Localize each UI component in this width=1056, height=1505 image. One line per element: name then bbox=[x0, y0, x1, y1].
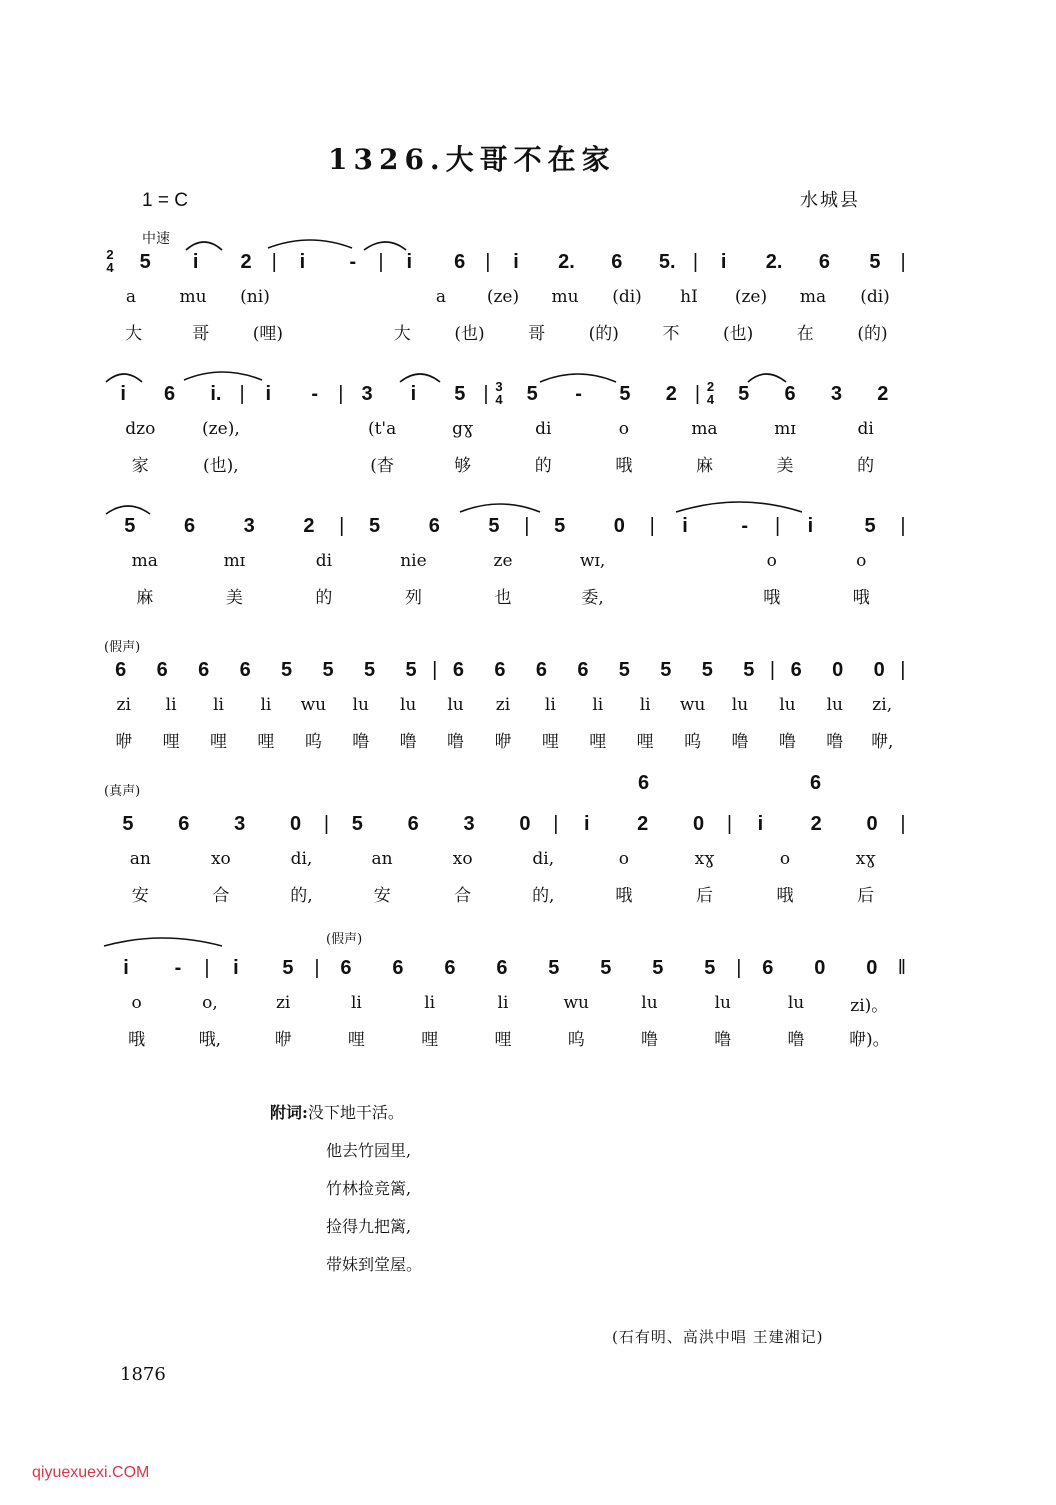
lyric-character: 的, bbox=[290, 885, 313, 906]
note: 0 bbox=[866, 957, 878, 979]
note: 6 bbox=[407, 813, 419, 835]
lyric-character: 后 bbox=[695, 885, 713, 906]
barline: | bbox=[239, 383, 245, 405]
lyric-syllable: zi bbox=[275, 993, 291, 1013]
note: 6 bbox=[428, 515, 440, 537]
lyric-character: 哦 bbox=[763, 587, 781, 608]
note: 6 bbox=[784, 383, 796, 405]
lyric-character: 哩 bbox=[494, 1029, 512, 1050]
note: 5 bbox=[869, 251, 881, 273]
lyric-character: 在 bbox=[796, 323, 814, 344]
barline: | bbox=[769, 659, 776, 681]
note: - bbox=[311, 383, 319, 405]
note: 5 bbox=[600, 957, 612, 979]
upper-note: 6 bbox=[638, 772, 650, 794]
note: 2 bbox=[810, 813, 822, 835]
note: 2 bbox=[637, 813, 649, 835]
note: 6 bbox=[392, 957, 404, 979]
page-number: 1876 bbox=[120, 1364, 166, 1385]
lyric-character: 合 bbox=[212, 885, 230, 906]
upper-notes bbox=[0, 772, 1056, 798]
note: 0 bbox=[814, 957, 826, 979]
note: 5 bbox=[488, 515, 500, 537]
note: 6 bbox=[178, 813, 190, 835]
note: 6 bbox=[239, 659, 251, 681]
lyric-character: 麻 bbox=[136, 587, 154, 608]
note: 5 bbox=[554, 515, 566, 537]
lyric-syllable: lu bbox=[641, 993, 658, 1013]
note: 6 bbox=[115, 659, 127, 681]
voice-mark-falsetto: (假声) bbox=[104, 640, 141, 655]
note: i bbox=[406, 251, 413, 273]
lyric-syllable: lu bbox=[352, 695, 369, 715]
note: 5 bbox=[139, 251, 151, 273]
annotation-line-2: 竹林捡竞篱, bbox=[326, 1179, 412, 1198]
note: 5 bbox=[363, 659, 376, 681]
lyric-character: (也) bbox=[723, 323, 754, 344]
note: i bbox=[682, 515, 688, 537]
note: 6 bbox=[454, 251, 466, 273]
lyric-character: 噜 bbox=[640, 1029, 658, 1050]
note: 5 bbox=[864, 515, 876, 537]
time-signature: 2 4 bbox=[706, 379, 715, 407]
lyric-syllable: lu bbox=[731, 695, 749, 715]
note: i bbox=[720, 251, 727, 273]
lyric-syllable: mu bbox=[179, 287, 207, 307]
note: i bbox=[513, 251, 519, 273]
lyric-character: 哩 bbox=[541, 731, 559, 752]
lyric-character: 咿 bbox=[274, 1029, 292, 1050]
note: i bbox=[123, 957, 129, 979]
lyric-character: 够 bbox=[454, 455, 472, 476]
note: - bbox=[349, 251, 357, 273]
lyric-character: 的 bbox=[534, 455, 552, 476]
barline: | bbox=[271, 251, 277, 273]
credit-line: (石有明、高洪中唱 王建湘记) bbox=[612, 1328, 824, 1346]
slur-12 bbox=[104, 938, 222, 946]
lyric-syllable: xo bbox=[452, 849, 473, 869]
barline: | bbox=[204, 957, 210, 979]
note: 6 bbox=[340, 957, 352, 979]
note: 2. bbox=[765, 251, 783, 273]
lyric-character: 的, bbox=[532, 885, 555, 906]
lyric-syllable: (ze) bbox=[734, 287, 768, 307]
lyric-syllable: o bbox=[618, 849, 629, 869]
note: 0 bbox=[519, 813, 531, 835]
region-label: 水城县 bbox=[800, 190, 860, 211]
note: 6 bbox=[577, 659, 589, 681]
lyric-character: 咿, bbox=[871, 731, 894, 752]
note: 2 bbox=[877, 383, 889, 405]
lyric-character: 哦 bbox=[128, 1029, 146, 1050]
note: 6 bbox=[818, 251, 831, 273]
barline: | bbox=[694, 383, 701, 405]
note: 6 bbox=[496, 957, 508, 979]
lyric-syllable: (di) bbox=[860, 287, 890, 307]
lyric-syllable: li bbox=[260, 695, 272, 715]
note: i bbox=[807, 515, 814, 537]
note: 6 bbox=[762, 957, 774, 979]
note: 6 bbox=[790, 659, 802, 681]
note: 5 bbox=[743, 659, 755, 681]
lyric-syllable: lu bbox=[787, 993, 805, 1013]
notation-row bbox=[100, 376, 906, 406]
lyric-syllable: ma bbox=[131, 551, 158, 571]
lyric-syllable: (ni) bbox=[240, 287, 270, 307]
lyric-character: 安 bbox=[131, 885, 149, 906]
barline: | bbox=[314, 957, 320, 979]
note: 0 bbox=[866, 813, 878, 835]
lyric-character: 噜 bbox=[352, 731, 370, 752]
note: 2 bbox=[303, 515, 315, 537]
romanized-lyrics bbox=[100, 416, 906, 442]
note: 2 bbox=[240, 251, 252, 273]
lyric-character: 大 bbox=[125, 323, 143, 344]
lyric-syllable: lu bbox=[447, 695, 464, 715]
lyric-syllable: o bbox=[618, 419, 629, 439]
lyric-character: 哥 bbox=[528, 323, 546, 344]
note: 5 bbox=[282, 957, 294, 979]
notation-row bbox=[100, 508, 906, 538]
barline: | bbox=[900, 251, 906, 273]
lyric-character: 家 bbox=[131, 455, 149, 476]
chinese-lyrics bbox=[100, 726, 906, 752]
note: 5 bbox=[652, 957, 664, 979]
lyric-character: 噜 bbox=[714, 1029, 732, 1050]
note: 6 bbox=[444, 957, 456, 979]
lyric-character: 大 bbox=[393, 323, 411, 344]
lyric-syllable: li bbox=[165, 695, 177, 715]
lyric-character: 噜 bbox=[826, 731, 844, 752]
lyric-character: 哩 bbox=[636, 731, 654, 752]
note: 5 bbox=[322, 659, 334, 681]
lyric-syllable: (ze) bbox=[486, 287, 520, 307]
note: 5 bbox=[619, 383, 631, 405]
voice-mark-chest: (真声) bbox=[104, 784, 141, 799]
lyric-character: 噜 bbox=[399, 731, 417, 752]
lyric-character: 哦 bbox=[776, 885, 794, 906]
note: i bbox=[410, 383, 417, 405]
note: 5 bbox=[369, 515, 381, 537]
romanized-lyrics bbox=[100, 548, 906, 574]
lyric-character: (的) bbox=[588, 323, 619, 344]
lyric-syllable: mu bbox=[551, 287, 579, 307]
note: 6 bbox=[183, 515, 196, 537]
lyric-syllable: xɣ bbox=[855, 849, 876, 869]
lyric-character: 呜 bbox=[567, 1029, 585, 1050]
note: 6 bbox=[535, 659, 547, 681]
lyric-syllable: a bbox=[435, 287, 447, 307]
lyric-syllable: xo bbox=[210, 849, 231, 869]
lyric-syllable: gɣ bbox=[452, 419, 474, 439]
barline: | bbox=[432, 659, 438, 681]
lyric-character: 哦 bbox=[615, 885, 633, 906]
note: 5 bbox=[351, 813, 363, 835]
lyric-syllable: lu bbox=[826, 695, 843, 715]
lyric-character: 噜 bbox=[731, 731, 749, 752]
lyric-character: 哩 bbox=[347, 1029, 365, 1050]
lyric-syllable: o bbox=[856, 551, 867, 571]
note: i bbox=[265, 383, 272, 405]
note: 6 bbox=[494, 659, 506, 681]
barline: | bbox=[378, 251, 384, 273]
lyric-character: 美 bbox=[776, 455, 794, 476]
note: 0 bbox=[613, 515, 625, 537]
lyric-character: 哥 bbox=[192, 323, 210, 344]
lyric-syllable: ma bbox=[799, 287, 827, 307]
lyric-syllable: mɪ bbox=[223, 551, 246, 571]
tempo-marking: 中速 bbox=[142, 231, 170, 247]
lyric-syllable: li bbox=[213, 695, 224, 715]
note: i bbox=[120, 383, 126, 405]
note: 0 bbox=[873, 659, 885, 681]
note: 5 bbox=[704, 957, 716, 979]
notation-row bbox=[100, 652, 906, 682]
note: 2 bbox=[665, 383, 677, 405]
lyric-character: 哩 bbox=[210, 731, 228, 752]
lyric-syllable: wu bbox=[300, 695, 327, 715]
lyric-syllable: li bbox=[544, 695, 556, 715]
chinese-lyrics bbox=[100, 880, 906, 906]
lyric-character: 的 bbox=[857, 455, 875, 476]
barline: ‖ bbox=[897, 957, 907, 979]
note: 5 bbox=[660, 659, 672, 681]
lyric-syllable: hI bbox=[680, 287, 698, 307]
lyric-syllable: o bbox=[766, 551, 777, 571]
lyric-character: 呜 bbox=[304, 731, 322, 752]
note: 6 bbox=[156, 659, 168, 681]
lyric-character: 哩 bbox=[162, 731, 180, 752]
lyric-syllable: di bbox=[535, 419, 552, 439]
barline: | bbox=[524, 515, 530, 537]
note: i bbox=[584, 813, 590, 835]
note: 5 bbox=[281, 659, 293, 681]
lyric-character: 哦 bbox=[852, 587, 870, 608]
watermark: qiyuexuexi.COM bbox=[32, 1464, 150, 1481]
annotation-label: 附词: bbox=[270, 1103, 308, 1122]
lyric-syllable: li bbox=[350, 993, 362, 1013]
note: 6 bbox=[452, 659, 465, 681]
barline: | bbox=[338, 383, 344, 405]
note: 5 bbox=[548, 957, 560, 979]
lyric-syllable: li bbox=[497, 993, 509, 1013]
note: 3 bbox=[234, 813, 246, 835]
note: 0 bbox=[692, 813, 705, 835]
barline: | bbox=[485, 251, 491, 273]
lyric-syllable: ze bbox=[493, 551, 513, 571]
barline: | bbox=[323, 813, 330, 835]
voice-mark-falsetto-2: (假声) bbox=[326, 932, 363, 947]
lyric-syllable: lu bbox=[399, 695, 417, 715]
lyric-syllable: wɪ, bbox=[579, 551, 606, 571]
lyric-character: 麻 bbox=[695, 455, 713, 476]
lyric-syllable: di bbox=[315, 551, 333, 571]
lyric-syllable: o bbox=[779, 849, 791, 869]
lyric-character: 咿)。 bbox=[848, 1029, 890, 1050]
note: 5 bbox=[405, 659, 417, 681]
chinese-lyrics bbox=[100, 450, 906, 476]
note: 3 bbox=[361, 383, 373, 405]
chinese-lyrics bbox=[100, 1024, 906, 1050]
lyric-syllable: lu bbox=[714, 993, 731, 1013]
lyric-character: (也) bbox=[454, 323, 485, 344]
key-signature: 1 = C bbox=[142, 190, 188, 211]
lyric-syllable: xɣ bbox=[694, 849, 715, 869]
lyric-syllable: (ze), bbox=[202, 419, 240, 439]
barline: | bbox=[900, 659, 906, 681]
note: 6 bbox=[164, 383, 176, 405]
time-signature: 2 4 bbox=[106, 247, 114, 275]
lyric-syllable: ma bbox=[691, 419, 718, 439]
lyric-syllable: di, bbox=[532, 849, 555, 869]
annotation-line-4: 带妹到堂屋。 bbox=[326, 1255, 423, 1274]
barline: | bbox=[339, 515, 345, 537]
lyric-syllable: an bbox=[371, 849, 393, 869]
lyric-character: (杳 bbox=[370, 455, 394, 476]
lyric-syllable: an bbox=[129, 849, 151, 869]
lyric-syllable: di, bbox=[290, 849, 313, 869]
song-title: 1326.大哥不在家 bbox=[328, 143, 616, 176]
note: - bbox=[174, 957, 182, 979]
note: 0 bbox=[832, 659, 844, 681]
notation-row bbox=[100, 806, 906, 836]
annotation bbox=[270, 1094, 422, 1284]
barline: | bbox=[736, 957, 742, 979]
lyric-syllable: li bbox=[424, 993, 436, 1013]
annotation-line-3: 捡得九把篱, bbox=[326, 1217, 412, 1236]
lyric-character: 哩 bbox=[589, 731, 607, 752]
lyric-character: 合 bbox=[454, 885, 472, 906]
lyric-character: 委, bbox=[581, 587, 604, 608]
barline: | bbox=[483, 383, 489, 405]
lyric-character: 哩 bbox=[421, 1029, 439, 1050]
note: 6 bbox=[198, 659, 210, 681]
lyric-character: (哩) bbox=[252, 323, 284, 344]
lyric-syllable: nie bbox=[400, 551, 427, 571]
romanized-lyrics bbox=[100, 284, 906, 310]
lyric-character: 哦 bbox=[615, 455, 633, 476]
chinese-lyrics bbox=[100, 582, 906, 608]
note: 5 bbox=[526, 383, 538, 405]
lyric-syllable: (t'a bbox=[367, 419, 397, 439]
lyric-character: 哦, bbox=[198, 1029, 222, 1050]
barline: | bbox=[774, 515, 781, 537]
lyric-character: 美 bbox=[225, 587, 243, 608]
note: i bbox=[757, 813, 764, 835]
lyric-character: 列 bbox=[404, 587, 422, 608]
note: 5 bbox=[618, 659, 630, 681]
note: 3 bbox=[830, 383, 842, 405]
note: 5 bbox=[738, 383, 750, 405]
note: 5 bbox=[122, 813, 134, 835]
lyric-syllable: wu bbox=[679, 695, 706, 715]
annotation-line-0: 附词:没下地干活。 bbox=[270, 1103, 404, 1122]
barline: | bbox=[692, 251, 699, 273]
note: 3 bbox=[463, 813, 475, 835]
lyric-character: 噜 bbox=[447, 731, 465, 752]
lyric-character: 噜 bbox=[778, 731, 796, 752]
lyric-syllable: o, bbox=[202, 993, 218, 1013]
lyric-syllable: zi bbox=[495, 695, 511, 715]
lyric-character: 安 bbox=[373, 885, 391, 906]
note: i. bbox=[210, 383, 222, 405]
barline: | bbox=[900, 515, 906, 537]
note: i bbox=[299, 251, 306, 273]
note: 2. bbox=[558, 251, 575, 273]
lyric-syllable: li bbox=[639, 695, 651, 715]
notation-row bbox=[100, 244, 906, 274]
lyric-character: 咿 bbox=[494, 731, 512, 752]
barline: | bbox=[649, 515, 655, 537]
lyric-syllable: zi)。 bbox=[850, 995, 889, 1016]
note: i bbox=[233, 957, 239, 979]
lyric-character: 不 bbox=[662, 323, 680, 344]
lyric-character: (的) bbox=[857, 323, 888, 344]
note: - bbox=[741, 515, 749, 537]
upper-note: 6 bbox=[810, 772, 822, 794]
barline: | bbox=[553, 813, 559, 835]
notation-row bbox=[100, 950, 906, 980]
note: 5 bbox=[454, 383, 466, 405]
romanized-lyrics bbox=[100, 846, 906, 872]
lyric-syllable: li bbox=[592, 695, 604, 715]
note: 5 bbox=[701, 659, 713, 681]
lyric-syllable: dzo bbox=[125, 419, 156, 439]
note: - bbox=[575, 383, 582, 405]
lyric-syllable: di bbox=[857, 419, 874, 439]
note: 3 bbox=[243, 515, 255, 537]
barline: | bbox=[900, 813, 906, 835]
lyric-character: (也), bbox=[203, 455, 239, 476]
lyric-character: 也 bbox=[494, 587, 512, 608]
romanized-lyrics bbox=[100, 990, 906, 1016]
lyric-character: 噜 bbox=[787, 1029, 805, 1050]
lyric-syllable: wu bbox=[563, 993, 589, 1013]
lyric-character: 呜 bbox=[684, 731, 702, 752]
note: 5 bbox=[124, 515, 136, 537]
chinese-lyrics bbox=[100, 318, 906, 344]
note: 5. bbox=[658, 251, 676, 273]
lyric-character: 后 bbox=[857, 885, 875, 906]
note: 0 bbox=[289, 813, 302, 835]
note: 6 bbox=[611, 251, 623, 273]
time-signature: 3 4 bbox=[495, 379, 503, 407]
barline: | bbox=[726, 813, 733, 835]
romanized-lyrics bbox=[100, 692, 906, 718]
lyric-character: 的 bbox=[315, 587, 333, 608]
lyric-syllable: o bbox=[131, 993, 142, 1013]
lyric-character: 哩 bbox=[257, 731, 275, 752]
lyric-character: 咿 bbox=[115, 731, 133, 752]
annotation-line-1: 他去竹园里, bbox=[326, 1141, 412, 1160]
note: i bbox=[192, 251, 199, 273]
lyric-syllable: zi, bbox=[872, 695, 893, 715]
lyric-syllable: lu bbox=[779, 695, 796, 715]
lyric-syllable: (di) bbox=[612, 287, 642, 307]
lyric-syllable: a bbox=[125, 287, 137, 307]
lyric-syllable: mɪ bbox=[774, 419, 796, 439]
lyric-syllable: zi bbox=[116, 695, 131, 715]
